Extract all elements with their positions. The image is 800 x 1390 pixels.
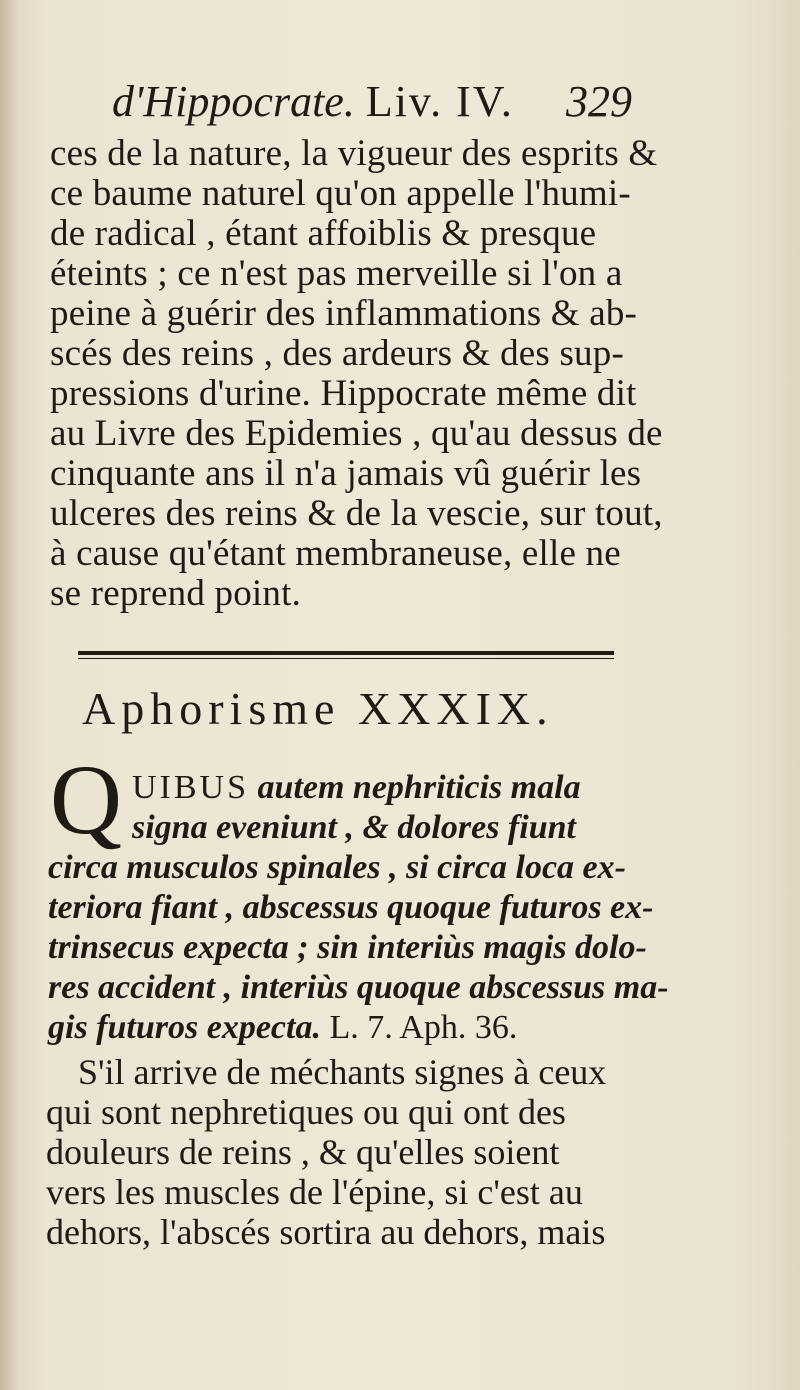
body-line: ces de la nature, la vigueur des esprits & <box>50 133 658 174</box>
body-line: de radical , étant affoiblis & presque <box>50 213 597 254</box>
citation: L. 7. Aph. 36. <box>320 1009 518 1046</box>
latin-line <box>132 808 576 848</box>
running-head-title: d'Hippocrate. <box>112 77 355 126</box>
latin-line <box>48 888 653 928</box>
body-line: éteints ; ce n'est pas merveille si l'on a <box>50 253 623 294</box>
body-line: ce baume naturel qu'on appelle l'humi- <box>50 173 631 214</box>
section-rule <box>78 651 614 655</box>
drop-cap: Q <box>49 744 123 855</box>
section-rule-thin <box>78 658 614 659</box>
french-line: S'il arrive de méchants signes à ceux <box>78 1052 607 1092</box>
latin-text: teriora fiant , abscessus quoque futuros ex- <box>48 889 654 926</box>
latin-line <box>48 1008 517 1048</box>
body-line: scés des reins , des ardeurs & des sup- <box>50 333 624 374</box>
body-line: peine à guérir des inflammations & ab- <box>50 293 638 334</box>
body-line: pressions d'urine. Hippocrate même dit <box>50 373 637 414</box>
latin-line <box>48 968 669 1008</box>
latin-text: circa musculos spinales , si circa loca ex- <box>48 849 626 886</box>
french-line: dehors, l'abscés sortira au dehors, mais <box>46 1212 606 1252</box>
latin-line <box>48 848 626 888</box>
latin-smallcaps: UIBUS <box>132 769 250 806</box>
latin-text: trinsecus expecta ; sin interiùs magis dolo- <box>48 929 647 966</box>
body-line: ulceres des reins & de la vescie, sur tout, <box>50 493 663 534</box>
latin-text: autem nephriticis mala <box>249 769 581 806</box>
latin-text: res accident , interiùs quoque abscessus ma- <box>48 969 669 1006</box>
latin-text: gis futuros expecta. <box>48 1009 321 1046</box>
running-head <box>112 74 632 130</box>
latin-line <box>132 768 581 808</box>
body-line: se reprend point. <box>50 573 302 614</box>
french-line: vers les muscles de l'épine, si c'est au <box>46 1172 583 1212</box>
latin-line <box>48 928 647 968</box>
page-gutter-shadow <box>0 0 18 1390</box>
body-line: au Livre des Epidemies , qu'au dessus de <box>50 413 663 454</box>
running-head-book: Liv. IV. <box>365 77 514 126</box>
page-number: 329 <box>566 77 632 126</box>
aphorism-heading: Aphorisme XXXIX. <box>82 683 554 734</box>
body-line: à cause qu'étant membraneuse, elle ne <box>50 533 621 574</box>
french-line: qui sont nephretiques ou qui ont des <box>46 1092 566 1132</box>
latin-text: signa eveniunt , & dolores fiunt <box>132 809 576 846</box>
body-line: cinquante ans il n'a jamais vû guérir les <box>50 453 642 494</box>
french-line: douleurs de reins , & qu'elles soient <box>46 1132 560 1172</box>
